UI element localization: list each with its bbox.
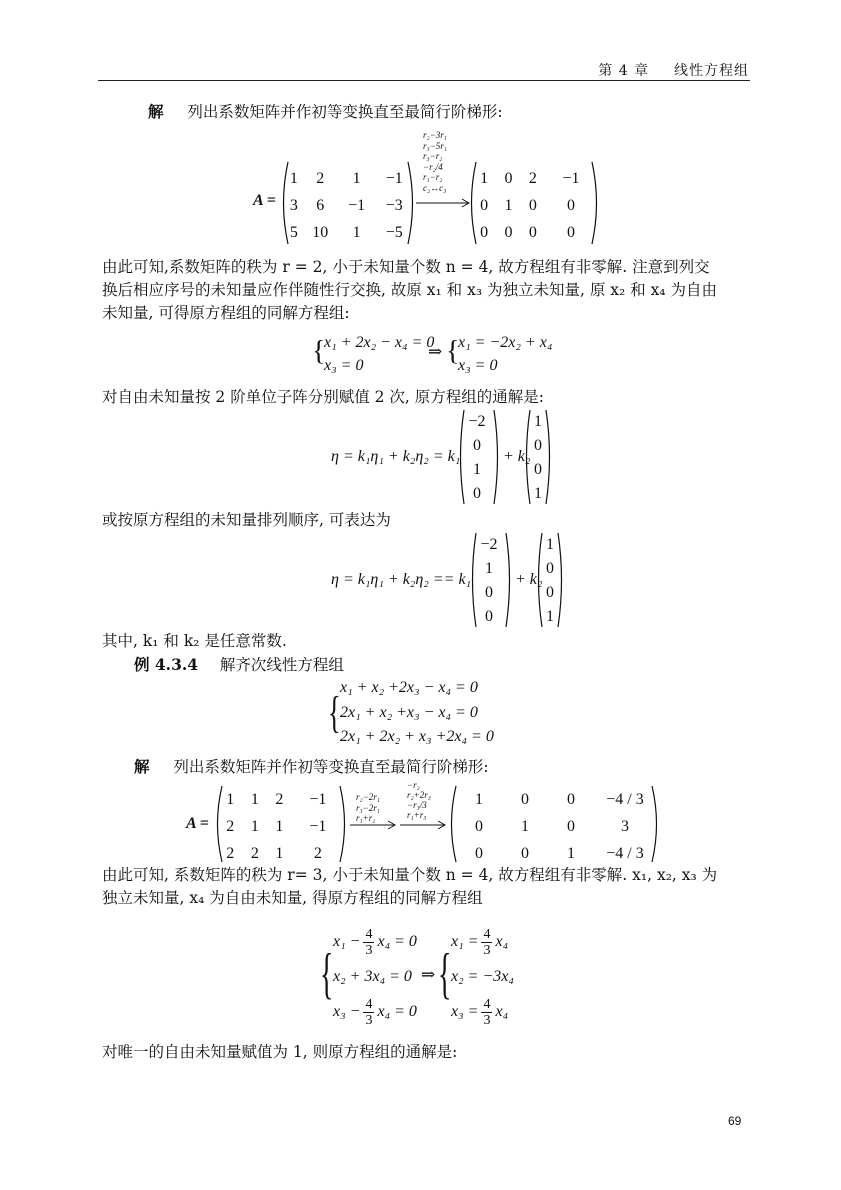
eq-part: x₄ = 0 — [377, 1003, 417, 1020]
paragraph-constants: 其中, k₁ 和 k₂ 是任意常数. — [102, 632, 287, 650]
paragraph-rank-1 — [102, 256, 747, 325]
equation: x₁ = −2x₂ + x₄ — [458, 334, 553, 351]
matrix-cell: 0 — [521, 790, 529, 808]
text-line: 未知量, 可得原方程组的同解方程组: — [102, 304, 350, 322]
equation: x₂ = −3x₄ — [451, 968, 514, 985]
matrix-cell: 1 — [250, 790, 259, 808]
denominator: 3 — [483, 1012, 491, 1028]
solution1-text: 列出系数矩阵并作初等变换直至最简行阶梯形: — [187, 103, 503, 121]
matrix-cell: 1 — [275, 844, 284, 862]
row-op: r₃−5r₁ — [423, 140, 447, 151]
numerator: 4 — [365, 996, 373, 1012]
brace-system-3-right: { — [438, 943, 452, 1005]
matrix-cell: 1 — [567, 844, 575, 862]
matrix-cell: 0 — [528, 196, 537, 214]
system1-right — [458, 331, 552, 377]
system3-right — [451, 924, 514, 1030]
equation — [451, 924, 514, 960]
text-line: 换后相应序号的未知量应作伴随性行交换, 故原 x₁ 和 x₃ 为独立未知量, 原 x₂ 和 x₄ 为自由 — [102, 281, 717, 299]
row-ops-2b — [407, 780, 431, 820]
row-op: −r₃/3 — [407, 800, 427, 810]
row-ops-2a — [356, 792, 380, 824]
matrix-cell: −1 — [309, 817, 327, 835]
brace-left-1: { — [312, 336, 326, 367]
eq-part: x₁ = — [451, 933, 479, 950]
matrix-cell: 0 — [567, 790, 575, 808]
row-op: r₃−2r₁ — [356, 802, 380, 813]
matrix-cell: 0 — [480, 196, 489, 214]
row-op: c₂↔c₃ — [423, 182, 447, 193]
text-line: 由此可知,系数矩阵的秩为 r = 2, 小于未知量个数 n = 4, 故方程组有非零解. 注意到列交 — [102, 258, 710, 276]
implies-arrow: ⇒ — [421, 965, 436, 984]
eq-part: x₄ = 0 — [377, 933, 417, 950]
matrix-cell: 2 — [226, 844, 235, 862]
paragraph-free-vars: 对自由未知量按 2 阶单位子阵分别赋值 2 次, 原方程组的通解是: — [102, 388, 545, 406]
vector-entry: 1 — [534, 413, 542, 430]
matrix-cell: −5 — [385, 223, 403, 241]
row-op: r₂+2r₃ — [407, 790, 431, 800]
denominator: 3 — [483, 942, 491, 958]
eq-part: x₁ − — [333, 933, 361, 950]
row-ops-1 — [423, 130, 447, 193]
matrix-A2 — [218, 786, 344, 867]
vector-entry: 0 — [485, 584, 493, 601]
fraction — [363, 927, 374, 958]
vector-entry: 0 — [473, 485, 481, 502]
matrix-cell: 6 — [316, 196, 325, 214]
vector-entry: 1 — [485, 560, 493, 577]
page-number: 69 — [728, 1114, 742, 1128]
denominator: 3 — [365, 1012, 373, 1028]
system1-left — [324, 331, 434, 377]
vector-eta2 — [527, 410, 549, 506]
system2 — [340, 676, 494, 750]
paragraph-rank-2 — [102, 864, 747, 910]
vector-entry: 0 — [546, 584, 554, 601]
vector-entry: 1 — [546, 536, 554, 553]
numerator: 4 — [483, 926, 491, 942]
matrix-cell: 0 — [504, 223, 513, 241]
matrix-A — [285, 165, 413, 246]
vector-entry: 1 — [473, 461, 481, 478]
plus-k2-b: + k₂ — [515, 571, 543, 588]
equation — [333, 924, 417, 960]
matrix-cell: 2 — [226, 817, 235, 835]
text-line: 由此可知, 系数矩阵的秩为 r= 3, 小于未知量个数 n = 4, 故方程组有非零解. x₁, x₂, x₃ 为 — [102, 866, 718, 884]
example-heading — [134, 653, 344, 675]
matrix-cell: −1 — [348, 196, 366, 214]
numerator: 4 — [483, 996, 491, 1012]
eq-part: x₄ — [495, 933, 509, 950]
equation: 2x₁ + 2x₂ + x₃ +2x₄ = 0 — [340, 728, 494, 745]
matrix-cell: 0 — [567, 817, 575, 835]
solution2-intro — [134, 755, 489, 777]
matrix-A2-label: A = — [186, 815, 209, 832]
solution2-text: 列出系数矩阵并作初等变换直至最简行阶梯形: — [173, 758, 489, 776]
vector-entry: 0 — [473, 437, 481, 454]
matrix-cell: 2 — [313, 844, 322, 862]
general-solution-1-lhs: η = k₁η₁ + k₂η₂ = k₁ — [331, 448, 461, 465]
plus-k2: + k₂ — [503, 448, 531, 465]
matrix-cell: 0 — [521, 844, 529, 862]
vector-entry: −2 — [468, 413, 486, 430]
row-op: r₁+r₂ — [356, 813, 376, 823]
matrix-R — [472, 165, 597, 246]
row-op: r₁+r₃ — [407, 810, 427, 820]
transform-arrow — [400, 820, 448, 830]
matrix-cell: −3 — [385, 196, 403, 214]
solution1-intro — [148, 100, 503, 122]
matrix-cell: 3 — [621, 817, 629, 835]
matrix-A-label: A = — [253, 192, 276, 209]
matrix-cell: 2 — [250, 844, 259, 862]
matrix-cell: 10 — [312, 223, 329, 241]
equation: x₃ = 0 — [324, 357, 364, 374]
denominator: 3 — [365, 942, 373, 958]
vector-entry: 1 — [546, 608, 554, 625]
row-op: −r₂/4 — [423, 161, 443, 172]
header-chapter: 第 4 章 — [598, 63, 650, 79]
brace-right-1: { — [446, 336, 460, 367]
fraction — [481, 927, 492, 958]
matrix-cell: 1 — [275, 817, 284, 835]
brace-system-3-left: { — [320, 943, 334, 1005]
paragraph-final: 对唯一的自由未知量赋值为 1, 则原方程组的通解是: — [102, 1043, 458, 1061]
matrix-cell: −4 / 3 — [606, 844, 644, 862]
equation: x₁ + 2x₂ − x₄ = 0 — [324, 334, 435, 351]
example-text: 解齐次线性方程组 — [219, 656, 344, 674]
matrix-cell: 2 — [275, 790, 284, 808]
matrix-cell: −1 — [385, 169, 403, 187]
matrix-cell: 1 — [352, 223, 361, 241]
matrix-cell: 1 — [289, 169, 298, 187]
matrix-cell: 2 — [528, 169, 537, 187]
equation — [333, 994, 417, 1030]
vector-entry: 0 — [546, 560, 554, 577]
matrix-cell: 1 — [475, 790, 483, 808]
implies-arrow: ⇒ — [428, 342, 443, 361]
matrix-R2 — [456, 786, 656, 867]
matrix-cell: 0 — [567, 223, 576, 241]
row-op: r₃−r₂ — [423, 151, 443, 161]
matrix-cell: 0 — [475, 844, 483, 862]
row-op: r₁−r₂ — [423, 172, 443, 182]
equation: x₁ + x₂ +2x₃ − x₄ = 0 — [340, 679, 478, 696]
matrix-cell: 0 — [475, 817, 483, 835]
vector-eta1 — [462, 410, 492, 506]
matrix-cell: 1 — [521, 817, 529, 835]
fraction — [481, 997, 492, 1028]
equation — [451, 994, 514, 1030]
fraction — [363, 997, 374, 1028]
matrix-cell: −4 / 3 — [606, 790, 644, 808]
transform-arrow — [416, 198, 472, 208]
transform-arrow — [350, 820, 398, 830]
header-rule — [98, 80, 750, 81]
vector-eta1-b — [474, 533, 504, 629]
system3-left — [333, 924, 417, 1030]
paragraph-order: 或按原方程组的未知量排列顺序, 可表达为 — [102, 511, 391, 529]
matrix-cell: 5 — [289, 223, 298, 241]
eq-part: x₃ − — [333, 1003, 361, 1020]
equation: x₃ = 0 — [458, 357, 498, 374]
matrix-cell: 0 — [504, 169, 513, 187]
matrix-cell: 1 — [352, 169, 361, 187]
eq-part: x₃ = — [451, 1003, 479, 1020]
matrix-cell: 1 — [250, 817, 259, 835]
example-label: 例 4.3.4 — [134, 655, 199, 674]
running-header — [598, 60, 749, 80]
brace-system-2: { — [328, 688, 341, 737]
matrix-cell: −1 — [562, 169, 580, 187]
row-op: r₂−2r₁ — [356, 792, 380, 802]
equation: x₂ + 3x₄ = 0 — [333, 968, 412, 985]
matrix-cell: 3 — [289, 196, 298, 214]
general-solution-2-lhs: η = k₁η₁ + k₂η₂ == k₁ — [331, 571, 472, 588]
vector-entry: 1 — [534, 485, 542, 502]
matrix-cell: 1 — [504, 196, 513, 214]
vector-eta2-b — [539, 533, 561, 629]
vector-entry: −2 — [480, 536, 498, 553]
vector-entry: 0 — [534, 461, 542, 478]
vector-entry: 0 — [485, 608, 493, 625]
row-op: −r₂ — [407, 780, 420, 790]
matrix-cell: −1 — [309, 790, 327, 808]
matrix-cell: 0 — [480, 223, 489, 241]
header-title: 线性方程组 — [674, 63, 749, 79]
equation: 2x₁ + x₂ +x₃ − x₄ = 0 — [340, 703, 478, 721]
text-line: 独立未知量, x₄ 为自由未知量, 得原方程组的同解方程组 — [102, 889, 483, 907]
solution1-label: 解 — [148, 102, 164, 121]
matrix-cell: 2 — [316, 169, 325, 187]
row-op: r₂−3r₁ — [423, 130, 447, 140]
matrix-cell: 0 — [567, 196, 576, 214]
matrix-cell: 0 — [528, 223, 537, 241]
matrix-cell: 1 — [480, 169, 489, 187]
matrix-cell: 1 — [226, 790, 235, 808]
solution2-label: 解 — [134, 757, 150, 776]
numerator: 4 — [365, 926, 373, 942]
eq-part: x₄ — [495, 1003, 509, 1020]
vector-entry: 0 — [534, 437, 542, 454]
